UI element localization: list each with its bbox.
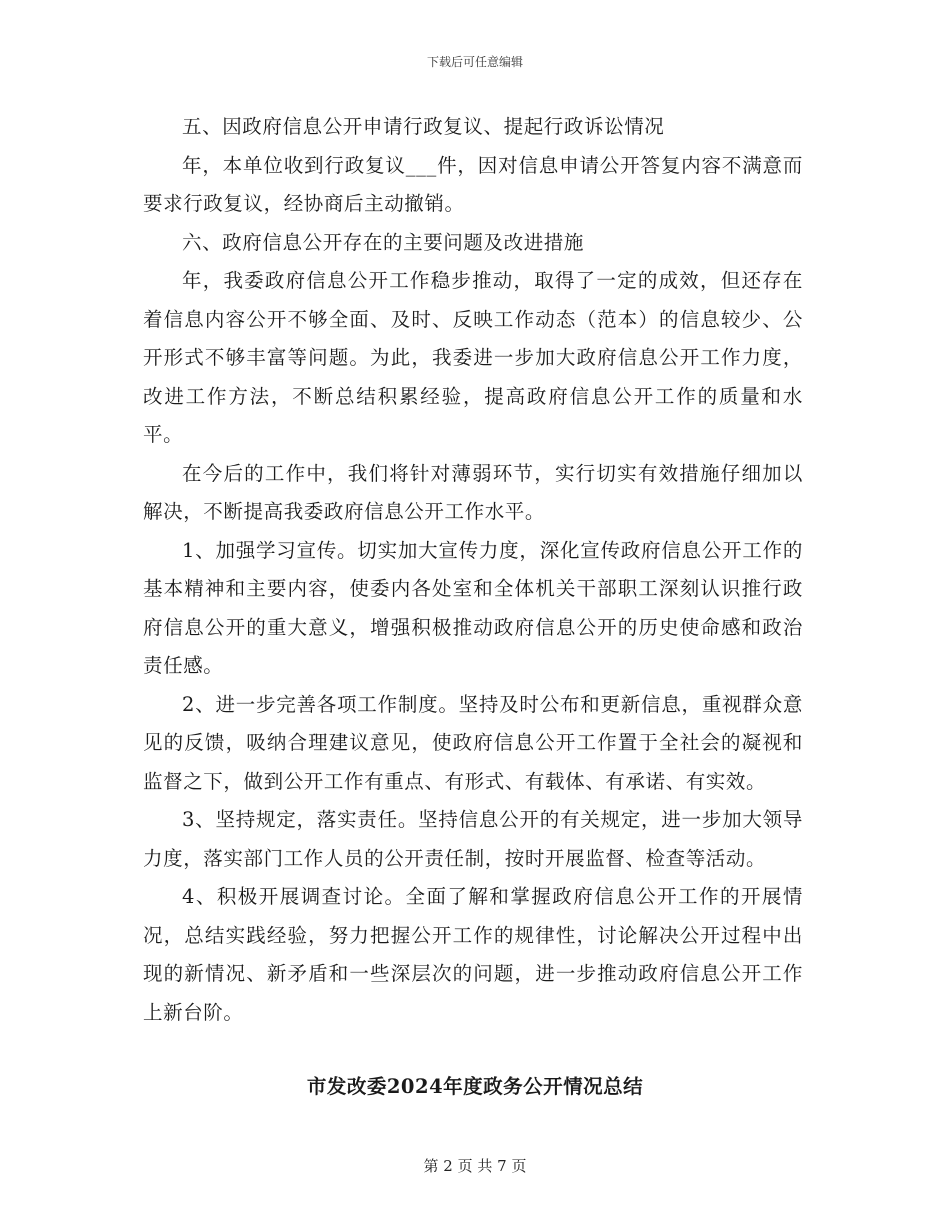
document-body <box>143 108 803 1032</box>
list-item-1: 1、加强学习宣传。切实加大宣传力度，深化宣传政府信息公开工作的基本精神和主要内容，使委内各处室和全体机关干部职工深刻认识推行政府信息公开的重大意义，增强积极推动政府信息公开的历史使命感和政治责任感。 <box>143 538 803 677</box>
section-heading-5: 五、因政府信息公开申请行政复议、提起行政诉讼情况 <box>182 115 665 138</box>
section-heading-6: 六、政府信息公开存在的主要问题及改进措施 <box>182 230 585 254</box>
document-title: 市发改委2024年度政务公开情况总结 <box>306 1075 644 1098</box>
paragraph: 年，本单位收到行政复议___件，因对信息申请公开答复内容不满意而要求行政复议，经协商后主动撤销。 <box>143 153 803 215</box>
paragraph: 年，我委政府信息公开工作稳步推动，取得了一定的成效，但还存在着信息内容公开不够全面、及时、反映工作动态（范本）的信息较少、公开形式不够丰富等问题。为此，我委进一步加大政府信息公开工作力度，改进工作方法，不断总结积累经验，提高政府信息公开工作的质量和水平。 <box>143 269 803 446</box>
list-item-3: 3、坚持规定，落实责任。坚持信息公开的有关规定，进一步加大领导力度，落实部门工作人员的公开责任制，按时开展监督、检查等活动。 <box>143 808 803 870</box>
list-item-4: 4、积极开展调查讨论。全面了解和掌握政府信息公开工作的开展情况，总结实践经验，努力把握公开工作的规律性，讨论解决公开过程中出现的新情况、新矛盾和一些深层次的问题，进一步推动政府信息公开工作上新台阶。 <box>143 885 803 1024</box>
list-item-2: 2、进一步完善各项工作制度。坚持及时公布和更新信息，重视群众意见的反馈，吸纳合理建议意见，使政府信息公开工作置于全社会的凝视和监督之下，做到公开工作有重点、有形式、有载体、有承诺、有实效。 <box>143 692 803 793</box>
header-note: 下载后可任意编辑 <box>426 55 523 69</box>
paragraph: 在今后的工作中，我们将针对薄弱环节，实行切实有效措施仔细加以解决，不断提高我委政府信息公开工作水平。 <box>143 461 803 523</box>
page-number: 第 2 页 共 7 页 <box>423 1157 527 1175</box>
